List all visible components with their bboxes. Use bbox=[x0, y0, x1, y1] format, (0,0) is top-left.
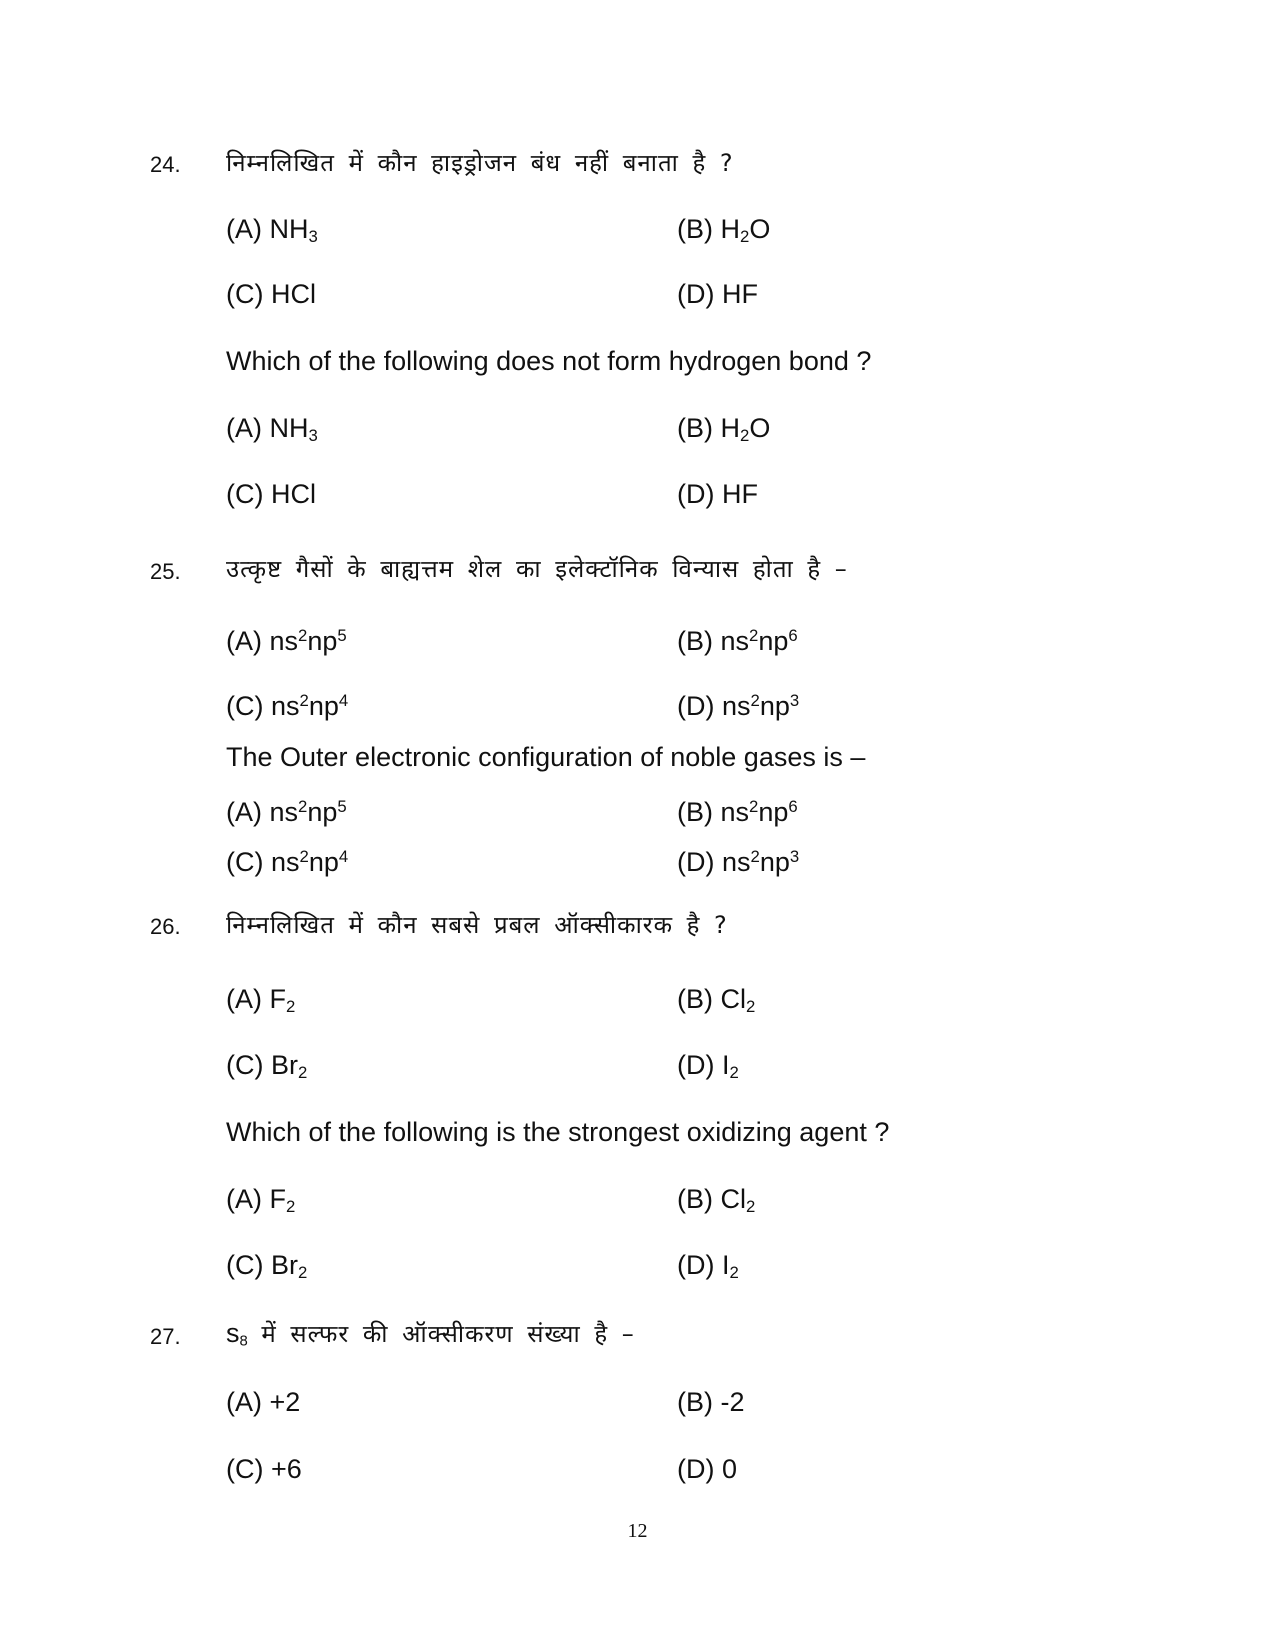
option-d: (D) $I_2$ bbox=[677, 1050, 739, 1083]
option-c: (C) $Br_2$ bbox=[226, 1250, 308, 1283]
question-text-hindi: निम्नलिखित में कौन हाइड्रोजन बंध नहीं बनाता है ? bbox=[226, 149, 734, 177]
question-number: 27. bbox=[150, 1324, 181, 1349]
option-b: (B) $H_2O$ bbox=[677, 413, 771, 446]
option-a: (A) $F_2$ bbox=[226, 1184, 296, 1217]
option-d: (D) HF bbox=[677, 479, 758, 509]
option-d: (D) $I_2$ bbox=[677, 1250, 739, 1283]
option-b: (B) $H_2O$ bbox=[677, 214, 771, 247]
option-d: (D) HF bbox=[677, 279, 758, 309]
option-d: (D) $ns^2np^3$ bbox=[677, 847, 800, 878]
page-number: 12 bbox=[627, 1520, 648, 1542]
option-d: (D) 0 bbox=[677, 1454, 738, 1484]
option-a: (A) $ns^2np^5$ bbox=[226, 626, 347, 657]
option-a: (A) $ns^2np^5$ bbox=[226, 797, 347, 828]
option-a: (A) $F_2$ bbox=[226, 984, 296, 1017]
option-c: (C) $ns^2np^4$ bbox=[226, 847, 349, 878]
option-c: (C) HCl bbox=[226, 479, 316, 509]
question-text-english: Which of the following is the strongest oxidizing agent ? bbox=[226, 1117, 890, 1147]
option-a: (A) +2 bbox=[226, 1387, 301, 1417]
option-c: (C) HCl bbox=[226, 279, 316, 309]
question-text-hindi: उत्कृष्ट गैसों के बाह्यत्तम शेल का इलेक्टॉनिक विन्यास होता है – bbox=[226, 555, 848, 583]
option-c: (C) $ns^2np^4$ bbox=[226, 691, 349, 722]
option-a: (A) $NH_3$ bbox=[226, 214, 318, 247]
question-text-hindi: $s_8$ में सल्फर की ऑक्सीकरण संख्या है – bbox=[226, 1318, 635, 1350]
option-c: (C) $Br_2$ bbox=[226, 1050, 308, 1083]
option-b: (B) -2 bbox=[677, 1387, 745, 1417]
option-c: (C) +6 bbox=[226, 1454, 302, 1484]
option-d: (D) $ns^2np^3$ bbox=[677, 691, 800, 722]
question-text-english: The Outer electronic configuration of noble gases is – bbox=[226, 742, 866, 772]
option-b: (B) $ns^2np^6$ bbox=[677, 797, 798, 828]
option-a: (A) $NH_3$ bbox=[226, 413, 318, 446]
question-number: 26. bbox=[150, 914, 181, 939]
question-text-english: Which of the following does not form hydrogen bond ? bbox=[226, 346, 872, 376]
question-number: 24. bbox=[150, 152, 181, 177]
question-number: 25. bbox=[150, 559, 181, 584]
question-text-hindi: निम्नलिखित में कौन सबसे प्रबल ऑक्सीकारक है ? bbox=[226, 911, 728, 939]
option-b: (B) $Cl_2$ bbox=[677, 1184, 756, 1217]
option-b: (B) $Cl_2$ bbox=[677, 984, 756, 1017]
option-b: (B) $ns^2np^6$ bbox=[677, 626, 798, 657]
